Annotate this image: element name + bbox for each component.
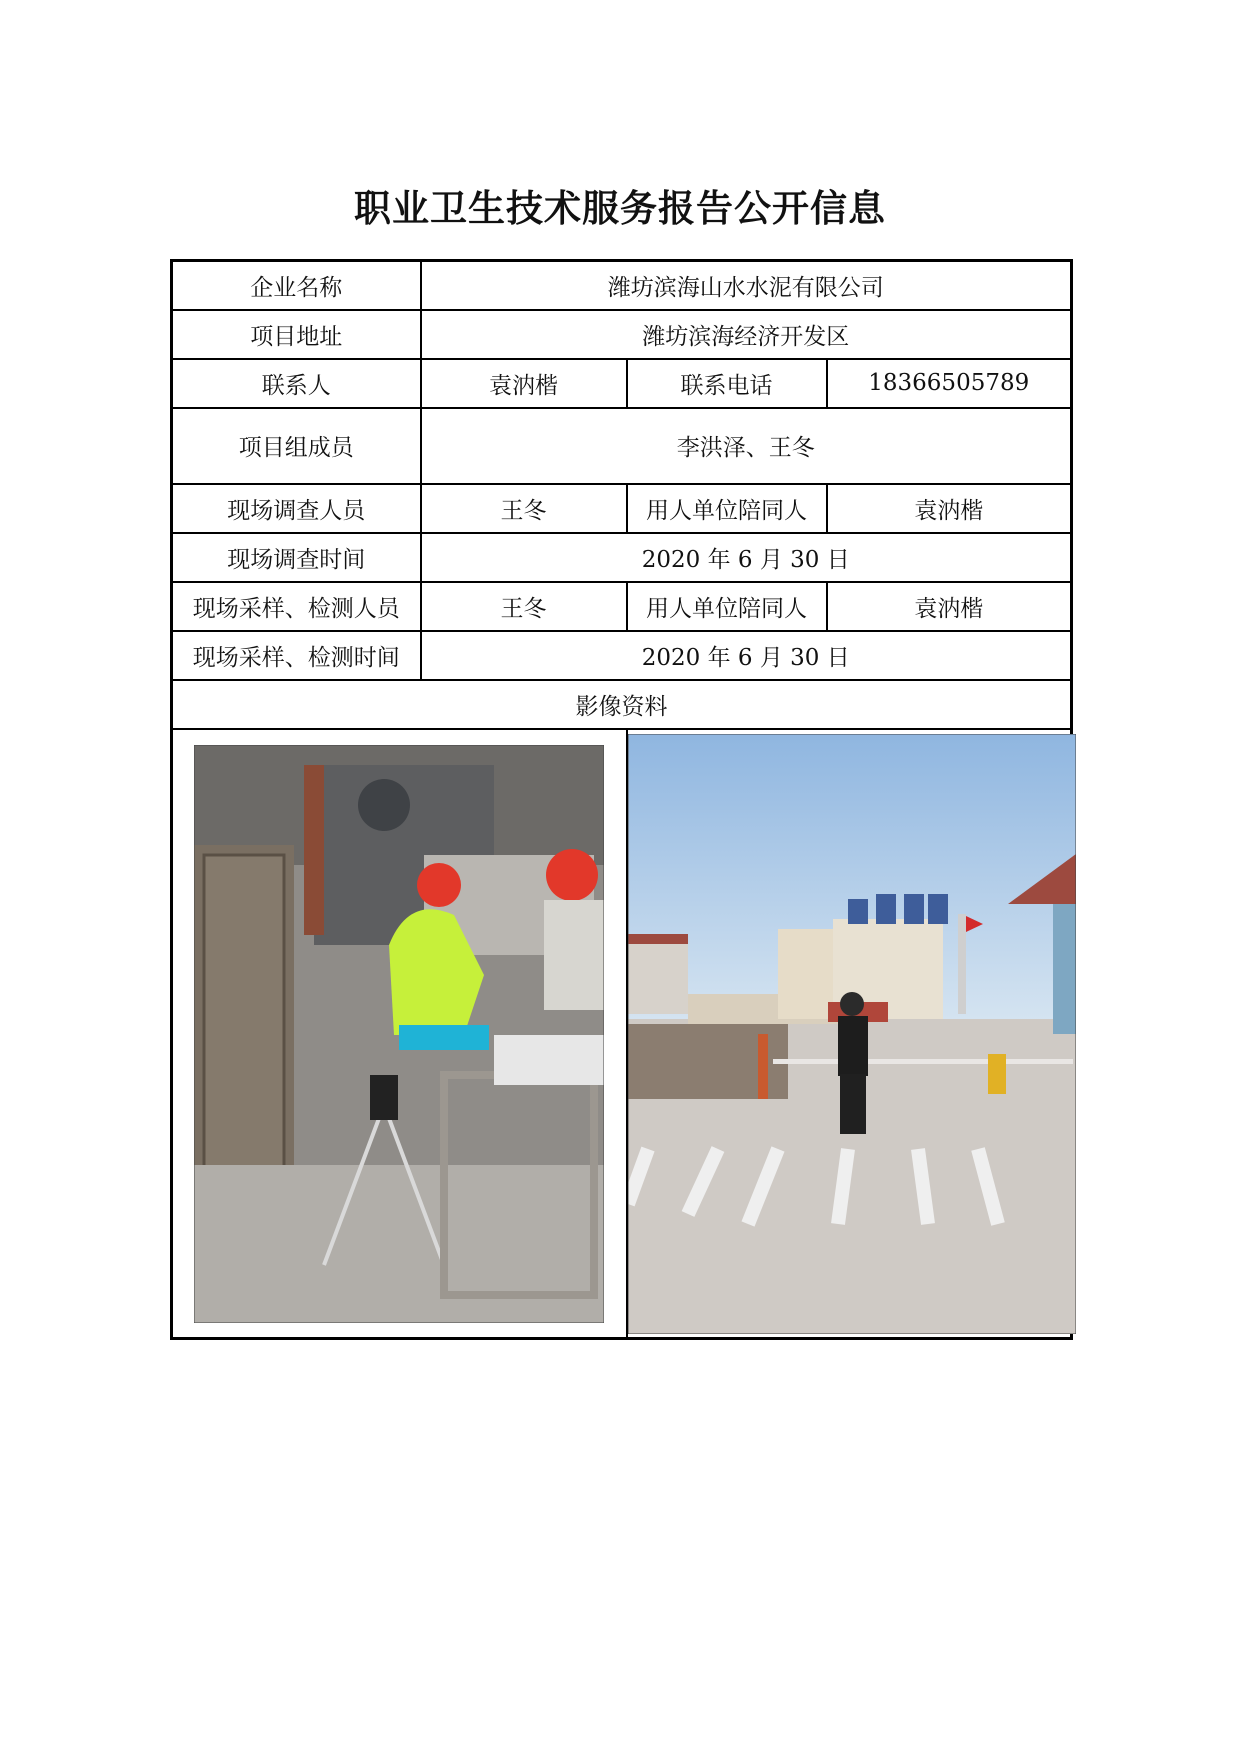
contact-value: 袁汭楷 [421, 359, 627, 408]
left-photo-cell [172, 729, 627, 1338]
row-survey-staff [172, 484, 1072, 533]
members-label: 项目组成员 [172, 408, 421, 484]
workshop-photo-image [194, 745, 604, 1323]
row-sampling-staff [172, 582, 1072, 631]
factory-photo-image [628, 734, 1076, 1334]
survey-escort-value: 袁汭楷 [827, 484, 1072, 533]
info-table [170, 259, 1073, 1340]
row-contact [172, 359, 1072, 408]
contact-label: 联系人 [172, 359, 421, 408]
sampling-escort-label: 用人单位陪同人 [627, 582, 827, 631]
members-value: 李洪泽、王冬 [421, 408, 1072, 484]
right-photo-cell [627, 729, 1072, 1338]
address-label: 项目地址 [172, 310, 421, 359]
phone-label: 联系电话 [627, 359, 827, 408]
survey-staff-value: 王冬 [421, 484, 627, 533]
sampling-time-value: 2020 年 6 月 30 日 [421, 631, 1072, 680]
row-survey-time [172, 533, 1072, 582]
factory-entrance-photo [628, 734, 1076, 1334]
row-photos [172, 729, 1072, 1338]
company-label: 企业名称 [172, 261, 421, 310]
row-images-header [172, 680, 1072, 729]
company-value: 潍坊滨海山水水泥有限公司 [421, 261, 1072, 310]
images-label: 影像资料 [172, 680, 1072, 729]
workshop-sampling-photo [194, 745, 604, 1323]
row-company [172, 261, 1072, 310]
survey-time-value: 2020 年 6 月 30 日 [421, 533, 1072, 582]
row-members [172, 408, 1072, 484]
sampling-time-label: 现场采样、检测时间 [172, 631, 421, 680]
sampling-staff-label: 现场采样、检测人员 [172, 582, 421, 631]
row-sampling-time [172, 631, 1072, 680]
sampling-staff-value: 王冬 [421, 582, 627, 631]
row-address [172, 310, 1072, 359]
phone-value: 18366505789 [827, 359, 1072, 408]
page-title: 职业卫生技术服务报告公开信息 [354, 187, 886, 230]
sampling-escort-value: 袁汭楷 [827, 582, 1072, 631]
survey-time-label: 现场调查时间 [172, 533, 421, 582]
address-value: 潍坊滨海经济开发区 [421, 310, 1072, 359]
survey-staff-label: 现场调查人员 [172, 484, 421, 533]
survey-escort-label: 用人单位陪同人 [627, 484, 827, 533]
